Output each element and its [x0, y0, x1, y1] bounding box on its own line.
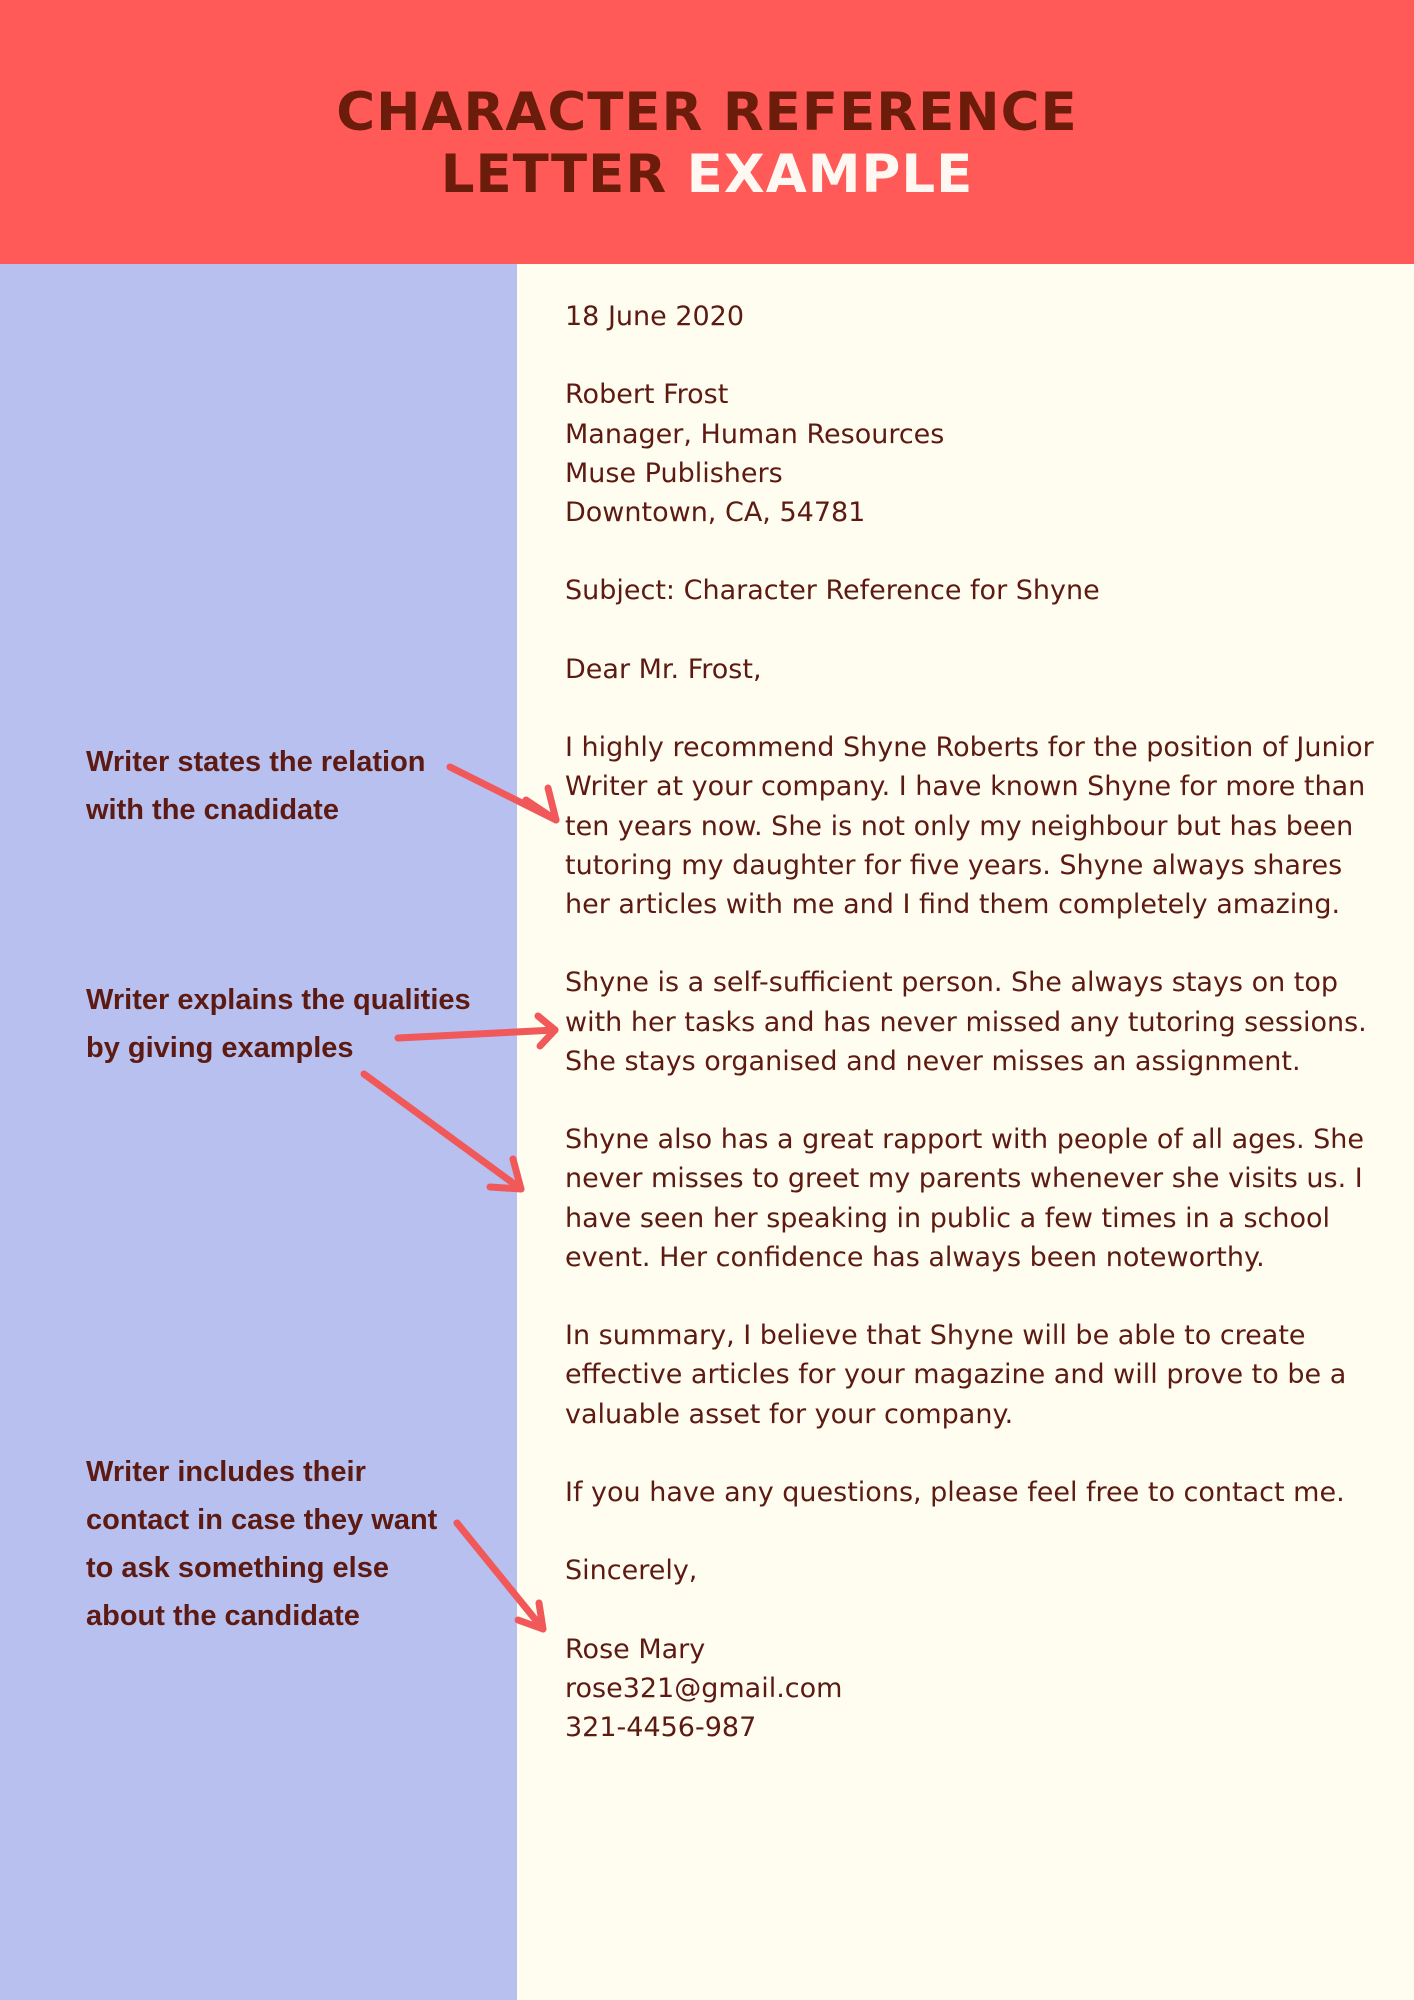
sender-block	[565, 1630, 1385, 1748]
paragraph-rapport: Shyne also has a great rapport with people of all ages. She never misses to greet my parents whenever she visits us. I have seen her speaking in public a few times in a school event. Her confidence has always been noteworthy.	[565, 1124, 1364, 1273]
annotation-sidebar	[0, 264, 517, 2000]
title-line-1: CHARACTER REFERENCE	[336, 82, 1078, 143]
sender-phone: 321-4456-987	[565, 1712, 757, 1744]
sender-email: rose321@gmail.com	[565, 1672, 843, 1704]
recipient-name: Robert Frost	[565, 379, 729, 411]
letter-body	[565, 297, 1385, 1787]
letter-signoff: Sincerely,	[565, 1555, 698, 1587]
paragraph-self-sufficient: Shyne is a self-sufficient person. She always stays on top with her tasks and has never missed any tutoring sessions. She stays organised and never misses an assignment.	[565, 967, 1367, 1077]
recipient-company: Muse Publishers	[565, 457, 783, 489]
paragraph-summary: In summary, I believe that Shyne will be able to create effective articles for your magazine and will prove to be a valuable asset for your company.	[565, 1320, 1347, 1430]
letter-date: 18 June 2020	[565, 301, 745, 332]
annotation-qualities: Writer explains the qualities by giving examples	[86, 984, 471, 1064]
letter-subject: Subject: Character Reference for Shyne	[565, 575, 1100, 607]
annotation-relation: Writer states the relation with the cnadidate	[86, 746, 426, 826]
recipient-address: Downtown, CA, 54781	[565, 497, 866, 528]
paragraph-recommendation: I highly recommend Shyne Roberts for the position of Junior Writer at your company. I have known Shyne for more than ten years now. She is not only my neighbour but has been tutoring my daughter for five years. Shyne always shares her articles with me and I find them completely amazing.	[565, 732, 1374, 920]
letter-salutation: Dear Mr. Frost,	[565, 653, 762, 685]
recipient-block	[565, 375, 1385, 532]
page-title	[0, 82, 1414, 206]
title-line-2-accent: EXAMPLE	[686, 144, 974, 205]
sender-name: Rose Mary	[565, 1633, 706, 1665]
title-line-2-part-1: LETTER	[440, 144, 668, 205]
header-banner	[0, 0, 1414, 264]
recipient-title: Manager, Human Resources	[565, 418, 945, 450]
annotation-contact: Writer includes their contact in case they want to ask something else about the candidate	[86, 1456, 438, 1632]
closing-request: If you have any questions, please feel free to contact me.	[565, 1476, 1345, 1508]
